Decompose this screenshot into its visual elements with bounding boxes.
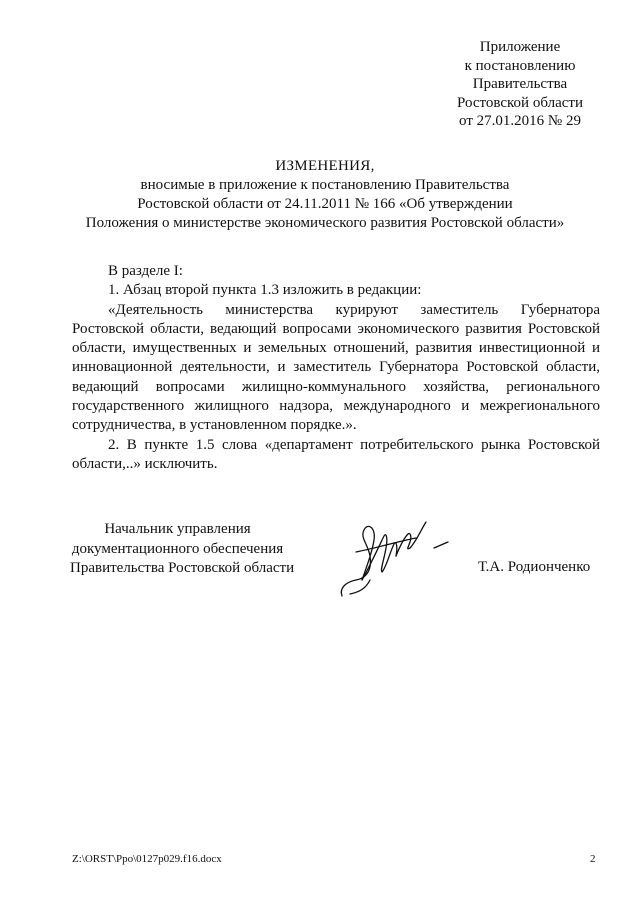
position-line: Правительства Ростовской области [70,560,295,576]
signatory-position [70,520,295,579]
appendix-header [420,38,620,131]
body-paragraph: В разделе I: [108,263,183,279]
header-line: Ростовской области [457,94,583,111]
body-paragraph: «Деятельность министерства курируют заместитель Губернатора Ростовской области, ведающий вопросами экономического развития Ростовской области, имущественных и земельных отношений, развития инвестиционной и инновационной деятельности, и заместитель Губернатора Ростовской области, ведающий вопросами жилищно-коммунального хозяйства, регионального государственного жилищного надзора, международного и межрегионального сотрудничества, в установленном порядке.». [72,301,600,434]
file-path: Z:\ORST\Ppo\0127p029.f16.docx [72,853,222,865]
title-line: Ростовской области от 24.11.2011 № 166 «Об утверждении [137,196,513,212]
page-number: 2 [590,853,596,865]
position-line: Начальник управления [104,521,251,537]
title-main: ИЗМЕНЕНИЯ, [275,158,375,174]
handwritten-signature [336,508,456,603]
signatory-name: Т.А. Родионченко [478,559,591,575]
body-paragraph: 1. Абзац второй пункта 1.3 изложить в редакции: [108,282,422,299]
document-body [72,262,600,474]
title-line: вносимые в приложение к постановлению Правительства [140,177,510,193]
body-paragraph: 2. В пункте 1.5 слова «департамент потребительского рынка Ростовской области,..» исключить. [72,436,600,472]
header-line: Приложение [479,39,561,55]
header-line: от 27.01.2016 № 29 [459,113,581,129]
position-line: документационного обеспечения [71,540,284,557]
title-line: Положения о министерстве экономического развития Ростовской области» [85,215,565,231]
document-title [40,157,610,233]
header-line: к постановлению [464,57,576,74]
header-line: Правительства [472,76,568,92]
